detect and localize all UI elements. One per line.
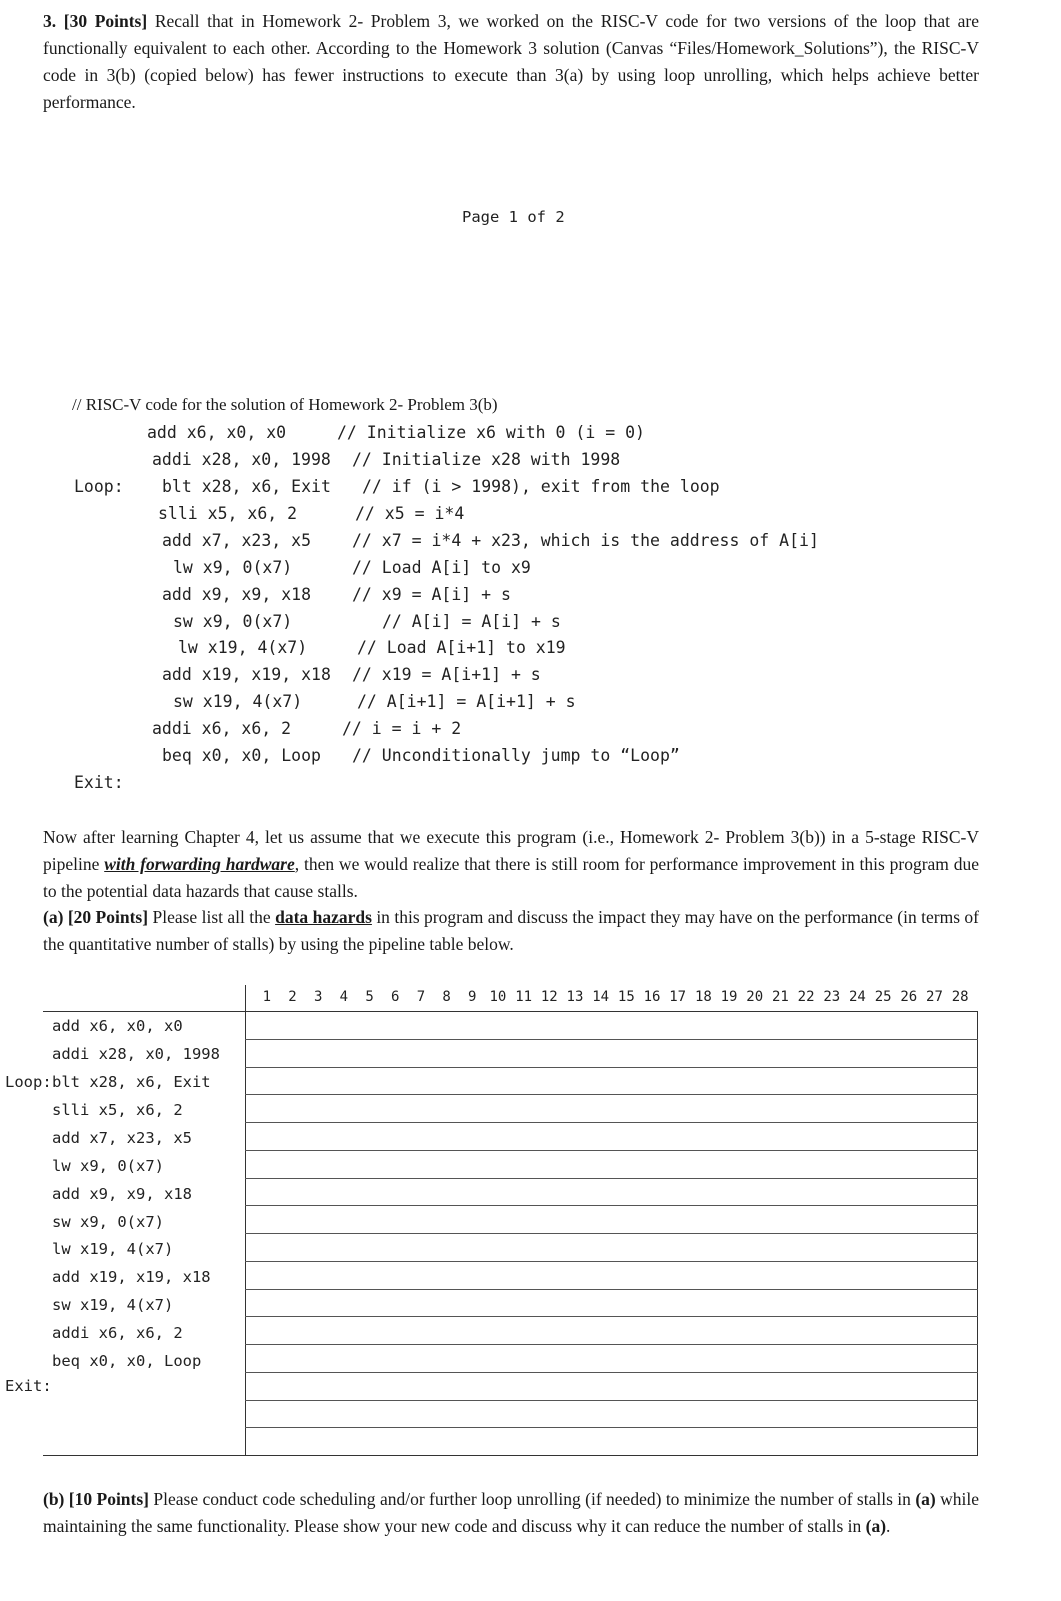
code-comment-header: // RISC-V code for the solution of Homework 2- Problem 3(b) (72, 395, 498, 414)
code-line-instr: add x19, x19, x18 (162, 665, 331, 684)
table-instruction: lw x19, 4(x7) (52, 1240, 174, 1258)
table-instruction: sw x9, 0(x7) (52, 1213, 164, 1231)
table-instruction: blt x28, x6, Exit (52, 1073, 211, 1091)
table-exit-label: Exit: (5, 1377, 52, 1395)
forwarding-hardware-emphasis: with forwarding hardware (104, 854, 295, 874)
code-line-comment: // Load A[i] to x9 (352, 558, 531, 577)
code-line-instr: add x6, x0, x0 (147, 423, 287, 442)
table-row-line (245, 1372, 978, 1373)
part-b-text: while maintaining the same functionality. Please show your new code and discuss why it can reduce the number of stalls in (43, 1489, 979, 1536)
part-a-label: (a) [20 Points] (43, 907, 149, 927)
cycle-number: 17 (669, 989, 687, 1005)
cycle-number: 22 (797, 989, 815, 1005)
cycle-number: 24 (849, 989, 866, 1005)
cycle-number: 12 (540, 989, 558, 1005)
code-line-comment: // Initialize x28 with 1998 (352, 450, 621, 469)
table-divider (245, 985, 246, 1455)
problem-points: [30 Points] (63, 11, 148, 31)
code-line-instr: blt x28, x6, Exit (162, 477, 331, 496)
cycle-number: 8 (442, 989, 451, 1005)
cycle-number: 9 (468, 989, 477, 1005)
part-a-text: Please list all the (148, 907, 276, 927)
cycle-number: 19 (720, 989, 738, 1005)
code-line-instr: lw x9, 0(x7) (173, 558, 293, 577)
code-line-instr: lw x19, 4(x7) (178, 638, 308, 657)
table-row-line (245, 1289, 978, 1290)
code-line-instr: slli x5, x6, 2 (158, 504, 298, 523)
part-b-label: (b) [10 Points] (43, 1489, 150, 1509)
part-b-question (43, 1486, 979, 1540)
cycle-number: 13 (566, 989, 584, 1005)
code-line-instr: add x9, x9, x18 (162, 585, 312, 604)
table-row-line (245, 1205, 978, 1206)
code-line-comment: // x9 = A[i] + s (352, 585, 511, 604)
table-instruction: add x6, x0, x0 (52, 1017, 183, 1035)
table-row-line (245, 1261, 978, 1262)
table-instruction: add x19, x19, x18 (52, 1268, 211, 1286)
data-hazards-emphasis: data hazards (275, 907, 372, 927)
table-row-line (245, 1067, 978, 1068)
table-instruction: add x7, x23, x5 (52, 1129, 192, 1147)
cycle-number: 27 (926, 989, 943, 1005)
code-line-comment: // A[i] = A[i] + s (382, 612, 561, 631)
code-line-instr: addi x6, x6, 2 (152, 719, 292, 738)
cycle-number: 28 (951, 989, 969, 1005)
code-line-instr: beq x0, x0, Loop (162, 746, 321, 765)
table-row-line (245, 1178, 978, 1179)
table-bottom-line (43, 1455, 978, 1456)
table-instruction: sw x19, 4(x7) (52, 1296, 174, 1314)
code-line-instr: sw x19, 4(x7) (173, 692, 303, 711)
cycle-number: 7 (416, 989, 426, 1005)
part-a-question (43, 904, 979, 958)
table-right-border (977, 1011, 978, 1455)
cycle-number: 14 (592, 989, 610, 1005)
code-exit-label: Exit: (74, 773, 124, 792)
code-line-instr: addi x28, x0, 1998 (152, 450, 331, 469)
part-b-ref: (a) (865, 1516, 887, 1536)
part-b-text: . (886, 1516, 891, 1536)
cycle-number: 5 (365, 989, 374, 1005)
table-row-line (245, 1094, 978, 1095)
cycle-number: 23 (823, 989, 841, 1005)
cycle-number: 26 (900, 989, 918, 1005)
table-row-line (245, 1344, 978, 1345)
problem-number: 3. (43, 11, 57, 31)
cycle-number: 20 (746, 989, 764, 1005)
cycle-number: 6 (391, 989, 400, 1005)
cycle-number: 18 (694, 989, 712, 1005)
code-line-comment: // A[i+1] = A[i+1] + s (357, 692, 576, 711)
table-row-line (245, 1039, 978, 1040)
cycle-number: 15 (617, 989, 635, 1005)
problem-intro-text: Recall that in Homework 2- Problem 3, we worked on the RISC-V code for two versions of the loop that are functionally equivalent to each other. According to the Homework 3 solution (Canvas “Files/Homework_Solutions”), the RISC-V code in 3(b) (copied below) has fewer instructions to execute than 3(a) by using loop unrolling, which helps achieve better performance. (43, 11, 980, 112)
code-line-comment: // Load A[i+1] to x19 (357, 638, 566, 657)
table-row-line (245, 1122, 978, 1123)
cycle-number: 25 (874, 989, 892, 1005)
context-text: , then we would realize that there is still room for performance improvement in this program due to the potential data hazards that cause stalls. (43, 854, 980, 901)
table-top-line (43, 1011, 978, 1012)
part-b-text: Please conduct code scheduling and/or further loop unrolling (if needed) to minimize the number of stalls in (149, 1489, 916, 1509)
code-line-comment: // x5 = i*4 (355, 504, 465, 523)
code-line-comment: // i = i + 2 (342, 719, 462, 738)
table-instruction: addi x28, x0, 1998 (52, 1045, 220, 1063)
cycle-number: 11 (515, 989, 533, 1005)
cycle-number: 1 (262, 989, 272, 1005)
table-loop-label: Loop: (5, 1073, 52, 1091)
code-line-comment: // Initialize x6 with 0 (i = 0) (337, 423, 645, 442)
table-instruction: add x9, x9, x18 (52, 1185, 192, 1203)
table-row-line (245, 1150, 978, 1151)
code-loop-label: Loop: (74, 477, 124, 496)
table-instruction: beq x0, x0, Loop (52, 1352, 202, 1370)
table-instruction: slli x5, x6, 2 (52, 1101, 183, 1119)
code-line-comment: // x19 = A[i+1] + s (352, 665, 541, 684)
table-instruction: lw x9, 0(x7) (52, 1157, 164, 1175)
pipeline-context (43, 824, 979, 905)
code-line-comment: // Unconditionally jump to “Loop” (352, 746, 680, 765)
code-line-instr: add x7, x23, x5 (162, 531, 312, 550)
table-instruction: addi x6, x6, 2 (52, 1324, 183, 1342)
cycle-number: 10 (489, 989, 507, 1005)
cycle-number: 21 (771, 989, 789, 1005)
code-line-comment: // if (i > 1998), exit from the loop (362, 477, 720, 496)
part-a-text: in this program and discuss the impact they may have on the performance (in terms of the quantitative number of stalls) by using the pipeline table below. (43, 907, 980, 954)
code-line-comment: // x7 = i*4 + x23, which is the address of A[i] (352, 531, 819, 550)
cycle-number: 3 (313, 989, 323, 1005)
table-row-line (245, 1427, 978, 1428)
table-row-line (245, 1316, 978, 1317)
cycle-number: 16 (643, 989, 661, 1005)
problem-intro (43, 8, 979, 116)
cycle-number: 2 (288, 989, 297, 1005)
table-row-line (245, 1233, 978, 1234)
table-row-line (245, 1400, 978, 1401)
context-text: Now after learning Chapter 4, let us assume that we execute this program (i.e., Homework 2- Problem 3(b)) in a 5-stage RISC-V pipeline (43, 827, 979, 874)
page-number: Page 1 of 2 (462, 208, 565, 226)
part-b-ref: (a) (915, 1489, 936, 1509)
code-line-instr: sw x9, 0(x7) (173, 612, 293, 631)
cycle-number: 4 (339, 989, 349, 1005)
